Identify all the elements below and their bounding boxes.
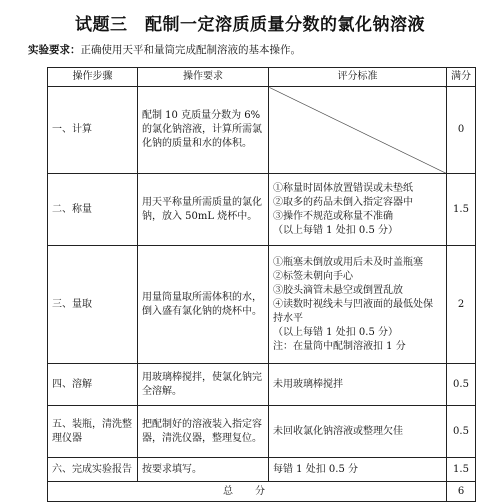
criteria-line: （以上每错 1 处扣 0.5 分） — [273, 224, 398, 236]
criteria-cell — [269, 246, 447, 364]
header-score: 满分 — [447, 68, 476, 87]
step-cell: 五、装瓶，清洗整理仪器 — [48, 406, 138, 458]
criteria-line: ④读数时视线未与凹液面的最低处保持水平 — [273, 298, 433, 324]
header-requirement: 操作要求 — [138, 68, 269, 87]
criteria-cell — [269, 174, 447, 246]
score-cell: 1.5 — [447, 174, 476, 246]
table-header-row — [48, 68, 476, 87]
grading-table — [47, 67, 476, 502]
requirement-cell: 把配制好的溶液装入指定容器，清洗仪器，整理复位。 — [138, 406, 269, 458]
requirement-label: 实验要求： — [28, 44, 81, 56]
requirement-line — [28, 42, 301, 57]
header-step: 操作步骤 — [48, 68, 138, 87]
criteria-line: （以上每错 1 处扣 0.5 分） — [273, 326, 398, 338]
table-row — [48, 87, 476, 174]
step-cell: 三、量取 — [48, 246, 138, 364]
score-cell: 2 — [447, 246, 476, 364]
score-cell: 0.5 — [447, 406, 476, 458]
table-row — [48, 364, 476, 406]
step-cell: 四、溶解 — [48, 364, 138, 406]
score-cell: 0.5 — [447, 364, 476, 406]
step-cell: 一、计算 — [48, 87, 138, 174]
criteria-line: 注：在量筒中配制溶液扣 1 分 — [273, 340, 406, 352]
criteria-cell-empty-diagonal — [269, 87, 447, 174]
requirement-text: 正确使用天平和量筒完成配制溶液的基本操作。 — [80, 44, 301, 56]
score-cell: 1.5 — [447, 458, 476, 482]
requirement-cell: 用玻璃棒搅拌，使氯化钠完全溶解。 — [138, 364, 269, 406]
requirement-cell: 配制 10 克质量分数为 6%的氯化钠溶液，计算所需氯化钠的质量和水的体积。 — [138, 87, 269, 174]
criteria-cell: 每错 1 处扣 0.5 分 — [269, 458, 447, 482]
header-criteria: 评分标准 — [269, 68, 447, 87]
score-cell: 0 — [447, 87, 476, 174]
requirement-cell: 用量筒量取所需体积的水，倒入盛有氯化钠的烧杯中。 — [138, 246, 269, 364]
requirement-cell: 用天平称量所需质量的氯化钠，放入 50mL 烧杯中。 — [138, 174, 269, 246]
criteria-line: ②标签未朝向手心 — [273, 270, 353, 282]
criteria-line: ②取多的药品未倒入指定容器中 — [273, 196, 413, 208]
criteria-cell: 未回收氯化钠溶液或整理欠佳 — [269, 406, 447, 458]
criteria-line: ③胶头滴管未悬空或倒置乱放 — [273, 284, 403, 296]
total-label: 总 分 — [48, 482, 447, 502]
step-cell: 二、称量 — [48, 174, 138, 246]
table-row — [48, 246, 476, 364]
table-row — [48, 406, 476, 458]
criteria-line: ③操作不规范或称量不准确 — [273, 210, 393, 222]
requirement-cell: 按要求填写。 — [138, 458, 269, 482]
step-cell: 六、完成实验报告 — [48, 458, 138, 482]
page-title: 试题三 配制一定溶质质量分数的氯化钠溶液 — [75, 15, 425, 35]
total-score: 6 — [447, 482, 476, 502]
criteria-line: ①称量时固体放置错误或未垫纸 — [273, 182, 413, 194]
table-row — [48, 174, 476, 246]
criteria-cell: 未用玻璃棒搅拌 — [269, 364, 447, 406]
criteria-line: ①瓶塞未倒放或用后未及时盖瓶塞 — [273, 256, 423, 268]
table-row — [48, 458, 476, 482]
